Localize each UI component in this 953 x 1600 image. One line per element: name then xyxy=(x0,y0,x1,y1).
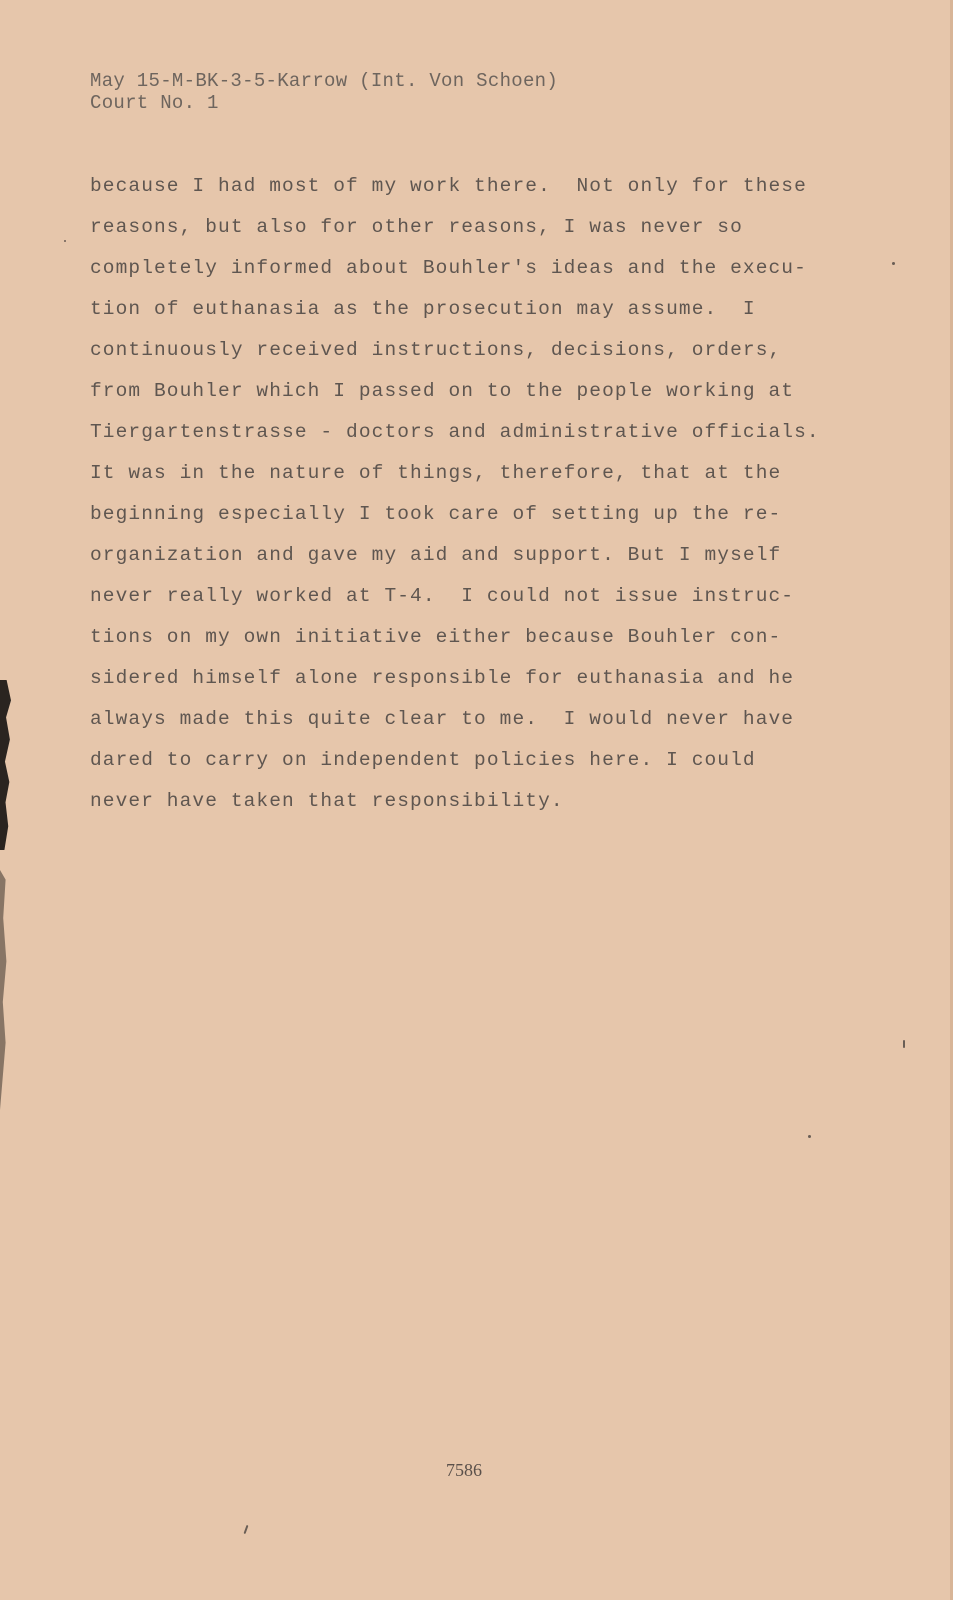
body-line: never really worked at T-4. I could not issue instruc- xyxy=(90,585,795,607)
page-number: 7586 xyxy=(446,1460,482,1480)
body-line: organization and gave my aid and support. But I myself xyxy=(90,544,782,566)
torn-edge xyxy=(0,680,11,850)
document-header xyxy=(90,70,558,114)
paper-speck xyxy=(808,1135,811,1138)
body-line: continuously received instructions, decisions, orders, xyxy=(90,339,782,361)
paper-speck xyxy=(244,1525,249,1534)
body-line: It was in the nature of things, therefore, that at the xyxy=(90,462,782,484)
paper-speck xyxy=(892,262,895,265)
paper-speck xyxy=(64,240,66,242)
body-line: tion of euthanasia as the prosecution may assume. I xyxy=(90,298,756,320)
body-line: tions on my own initiative either because Bouhler con- xyxy=(90,626,782,648)
body-paragraph xyxy=(90,166,820,822)
body-line: from Bouhler which I passed on to the people working at xyxy=(90,380,795,402)
body-line: always made this quite clear to me. I would never have xyxy=(90,708,795,730)
header-line-court: Court No. 1 xyxy=(90,92,219,114)
body-line: never have taken that responsibility. xyxy=(90,790,564,812)
body-line: beginning especially I took care of setting up the re- xyxy=(90,503,782,525)
body-line: reasons, but also for other reasons, I was never so xyxy=(90,216,743,238)
worn-edge xyxy=(0,870,8,1110)
paper-speck xyxy=(903,1040,905,1048)
body-line: sidered himself alone responsible for euthanasia and he xyxy=(90,667,795,689)
body-line: completely informed about Bouhler's ideas and the execu- xyxy=(90,257,807,279)
body-line: dared to carry on independent policies here. I could xyxy=(90,749,756,771)
body-line: because I had most of my work there. Not only for these xyxy=(90,175,807,197)
header-line-reference: May 15-M-BK-3-5-Karrow (Int. Von Schoen) xyxy=(90,70,559,92)
body-line: Tiergartenstrasse - doctors and administrative officials. xyxy=(90,421,820,443)
